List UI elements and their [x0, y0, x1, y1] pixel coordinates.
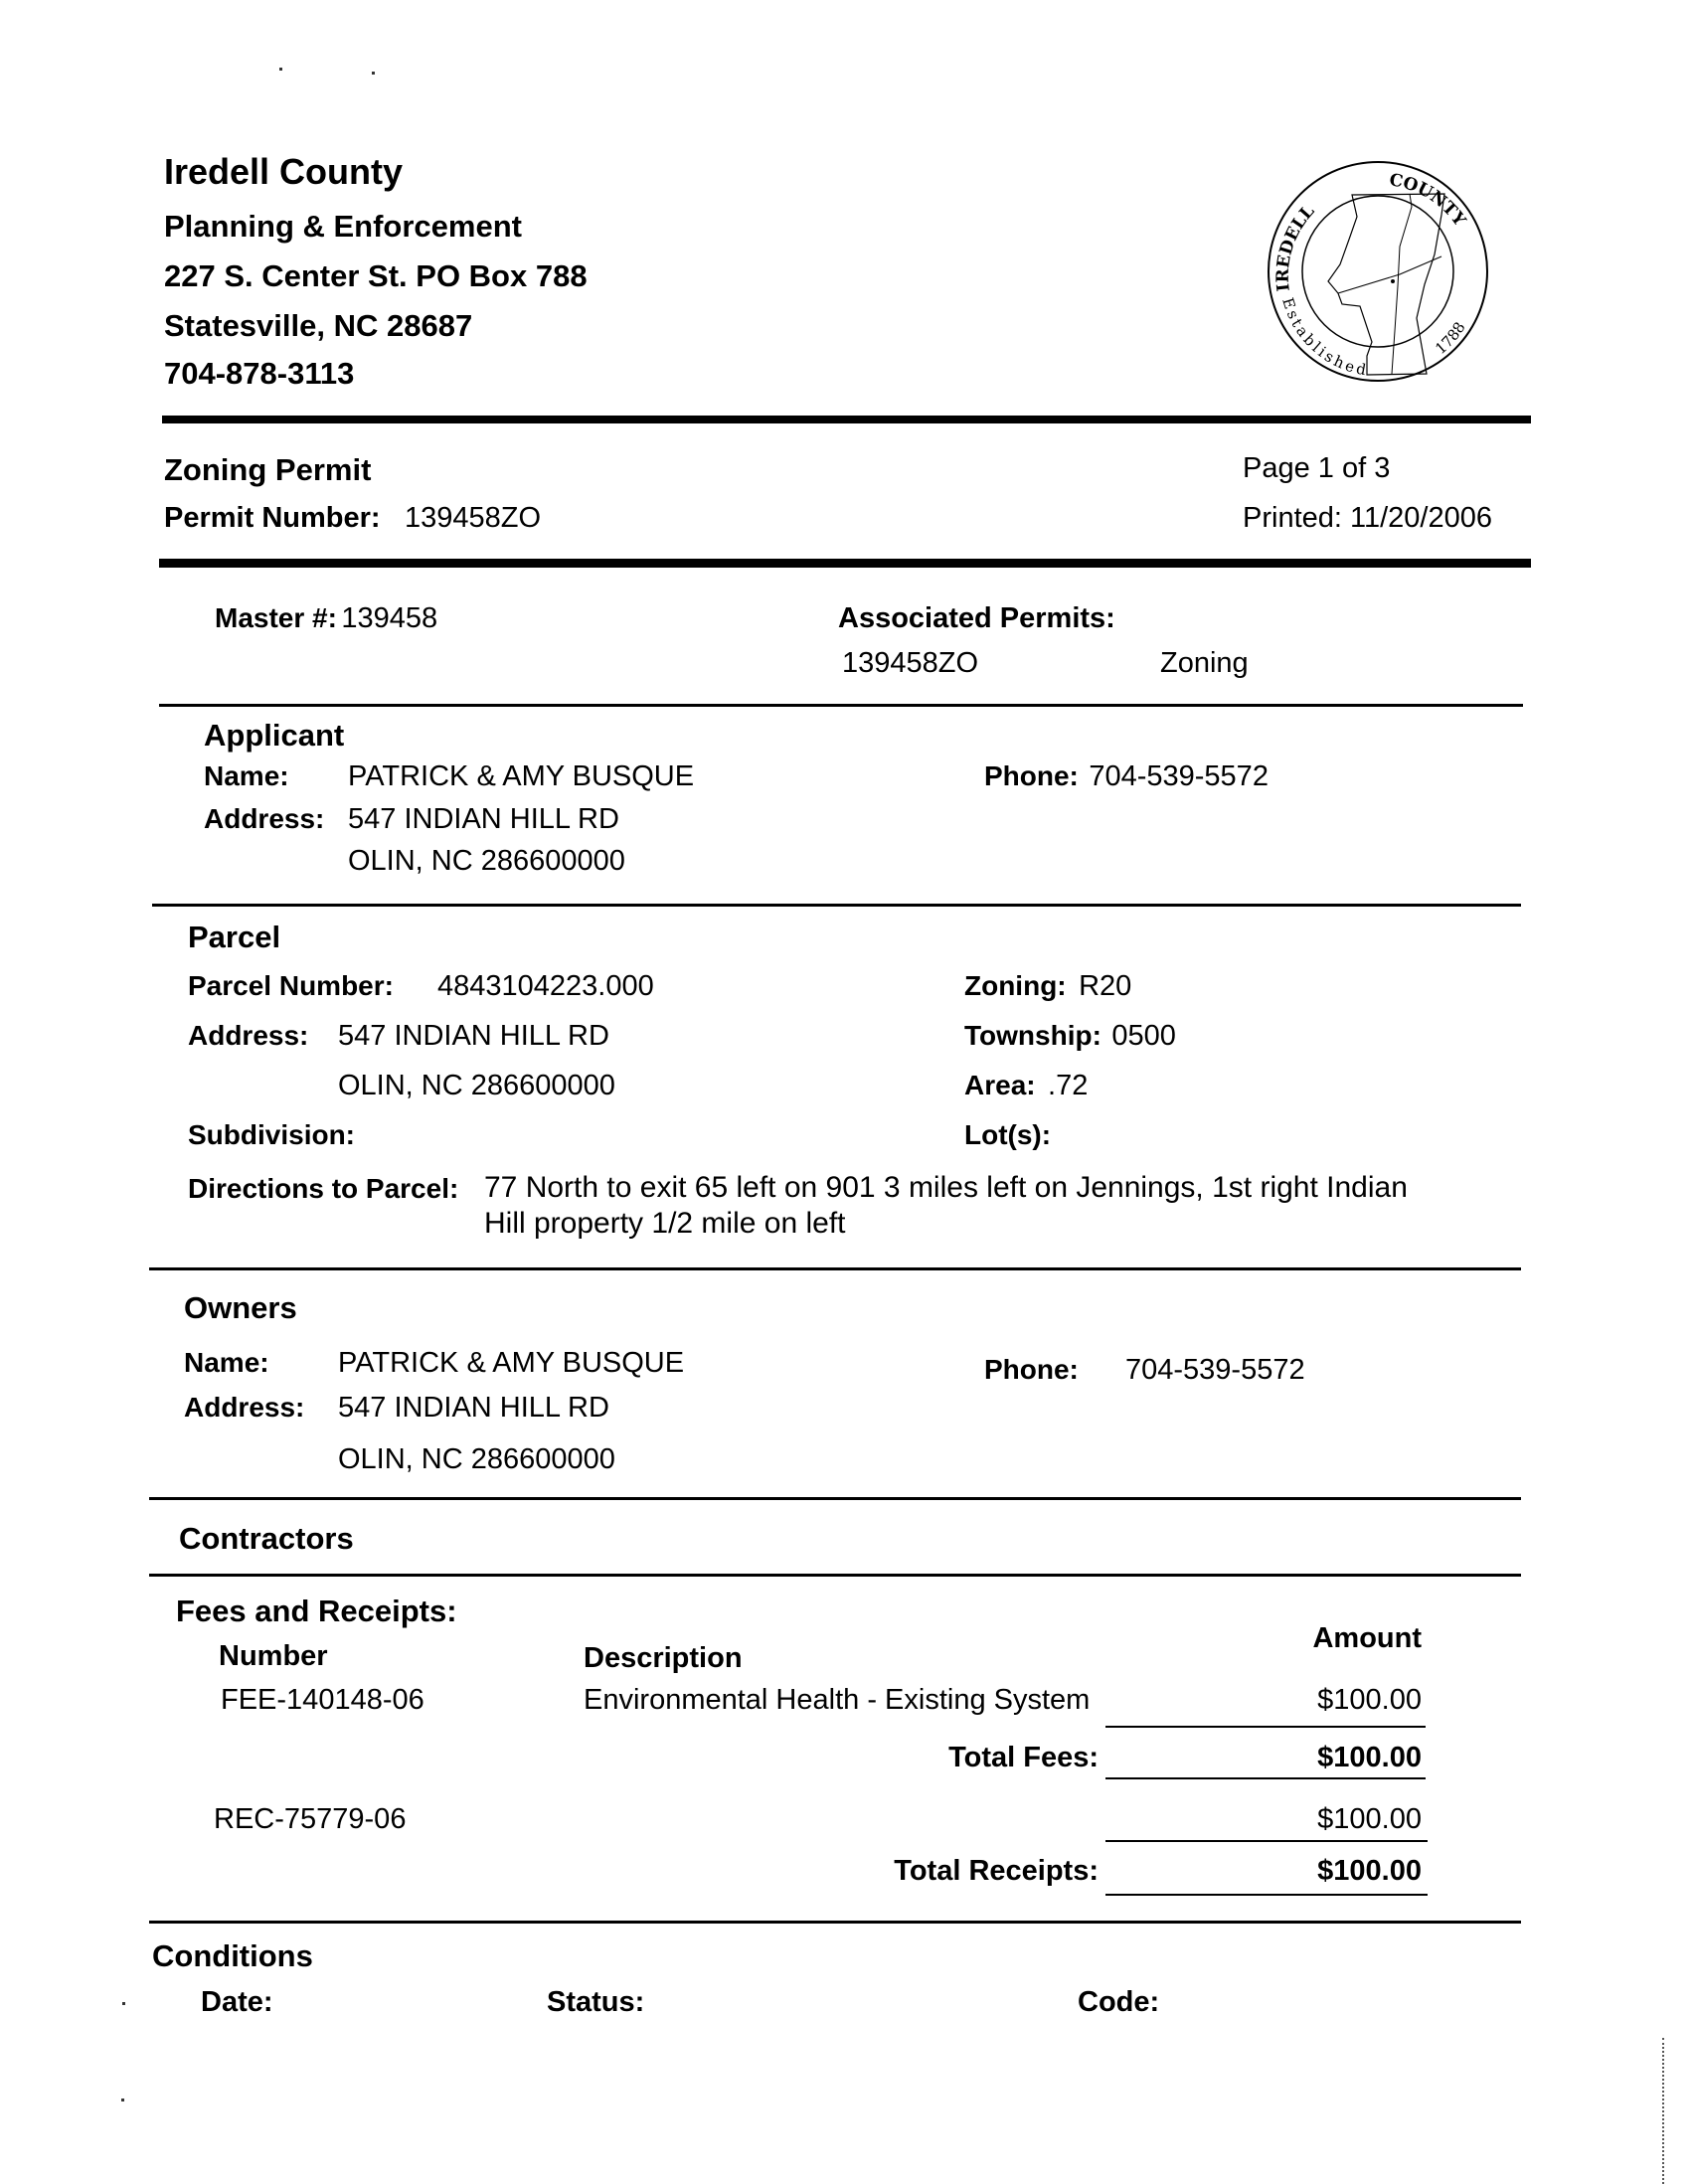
parcel-number-label: Parcel Number: [188, 970, 394, 1001]
directions-line2: Hill property 1/2 mile on left [484, 1207, 846, 1240]
permit-title: Zoning Permit [164, 452, 372, 487]
org-city-state-zip: Statesville, NC 28687 [164, 308, 473, 343]
svg-text:Established: Established [1278, 295, 1371, 380]
total-receipts-label: Total Receipts: [894, 1855, 1099, 1887]
permit-number-row [164, 502, 541, 535]
owner-address-line1: 547 INDIAN HILL RD [338, 1392, 609, 1424]
applicant-name-label: Name: [204, 760, 289, 791]
total-fees-rule-top [1105, 1726, 1426, 1728]
conditions-code-label: Code: [1078, 1986, 1160, 2018]
permit-number-label: Permit Number: [164, 502, 381, 534]
org-name: Iredell County [164, 151, 404, 192]
associated-permit-number: 139458ZO [842, 647, 979, 679]
section-divider [159, 704, 1523, 707]
applicant-name: PATRICK & AMY BUSQUE [348, 760, 695, 792]
owners-section-title: Owners [184, 1290, 297, 1325]
total-fees-value: $100.00 [1317, 1742, 1422, 1773]
lots-row [964, 1119, 1059, 1152]
conditions-status-label: Status: [547, 1986, 645, 2018]
zoning-label: Zoning: [964, 970, 1067, 1001]
parcel-address-label: Address: [188, 1020, 309, 1051]
area-row [964, 1070, 1088, 1102]
department-name: Planning & Enforcement [164, 209, 522, 244]
parcel-section-title: Parcel [188, 920, 281, 954]
receipt-number: REC-75779-06 [214, 1803, 407, 1835]
scan-speck [122, 2002, 125, 2005]
master-number-value: 139458 [341, 602, 438, 634]
parcel-number: 4843104223.000 [437, 970, 654, 1002]
subdivision-label: Subdivision: [188, 1119, 355, 1150]
applicant-phone-label: Phone: [984, 760, 1079, 791]
fees-section-title: Fees and Receipts: [176, 1594, 457, 1628]
owner-address-label: Address: [184, 1392, 305, 1423]
parcel-address-line1: 547 INDIAN HILL RD [338, 1020, 609, 1052]
fee-description: Environmental Health - Existing System [584, 1684, 1091, 1716]
applicant-address-label: Address: [204, 803, 325, 834]
zoning-row [964, 970, 1131, 1003]
org-street: 227 S. Center St. PO Box 788 [164, 258, 588, 293]
directions-label: Directions to Parcel: [188, 1173, 459, 1204]
conditions-date-label: Date: [201, 1986, 273, 2018]
owner-phone-label: Phone: [984, 1354, 1079, 1385]
receipt-amount: $100.00 [1317, 1803, 1422, 1835]
total-receipts-value: $100.00 [1317, 1855, 1422, 1887]
total-receipts-rule-top [1105, 1840, 1428, 1842]
owner-address-line2: OLIN, NC 286600000 [338, 1443, 615, 1475]
permit-number-value: 139458ZO [405, 502, 542, 534]
section-divider [152, 904, 1521, 907]
applicant-phone: 704-539-5572 [1089, 760, 1269, 792]
parcel-address-line2: OLIN, NC 286600000 [338, 1070, 615, 1101]
page-indicator: Page 1 of 3 [1243, 452, 1391, 484]
total-fees-label: Total Fees: [948, 1742, 1099, 1773]
svg-text:IREDELL: IREDELL [1272, 201, 1319, 293]
conditions-section-title: Conditions [152, 1938, 313, 1973]
section-divider [149, 1497, 1521, 1500]
master-number-row [215, 602, 437, 635]
master-number-label: Master #: [215, 602, 337, 633]
total-receipts-rule-bottom [1105, 1894, 1428, 1896]
fee-amount: $100.00 [1317, 1684, 1422, 1716]
owner-phone: 704-539-5572 [1125, 1354, 1305, 1386]
township-value: 0500 [1111, 1020, 1176, 1052]
scan-speck [372, 72, 375, 75]
township-row [964, 1020, 1176, 1053]
header-divider-bottom [159, 559, 1531, 568]
area-value: .72 [1048, 1070, 1089, 1101]
total-fees-rule-bottom [1105, 1777, 1426, 1779]
applicant-address-line1: 547 INDIAN HILL RD [348, 803, 619, 835]
applicant-phone-row [984, 760, 1269, 793]
county-seal-icon [1251, 147, 1509, 396]
svg-text:1788: 1788 [1432, 318, 1469, 359]
fee-number: FEE-140148-06 [221, 1684, 424, 1716]
applicant-section-title: Applicant [204, 718, 345, 753]
associated-permits-label: Associated Permits: [838, 602, 1115, 634]
svg-text:COUNTY: COUNTY [1387, 170, 1469, 231]
fees-column-number: Number [219, 1640, 328, 1672]
fees-column-amount: Amount [1312, 1622, 1422, 1654]
section-divider [149, 1267, 1521, 1270]
zoning-value: R20 [1079, 970, 1132, 1002]
scan-speck [279, 68, 282, 71]
org-phone: 704-878-3113 [164, 356, 355, 391]
fees-column-description: Description [584, 1642, 743, 1674]
area-label: Area: [964, 1070, 1036, 1100]
contractors-section-title: Contractors [179, 1521, 354, 1556]
scan-edge-mark [1662, 2038, 1664, 2184]
header-divider-top [162, 416, 1531, 423]
owner-name-label: Name: [184, 1347, 269, 1378]
scan-speck [121, 2099, 124, 2101]
applicant-address-line2: OLIN, NC 286600000 [348, 845, 625, 877]
township-label: Township: [964, 1020, 1101, 1051]
directions-line1: 77 North to exit 65 left on 901 3 miles left on Jennings, 1st right Indian [484, 1171, 1408, 1204]
lots-label: Lot(s): [964, 1119, 1052, 1150]
printed-date: Printed: 11/20/2006 [1243, 502, 1492, 534]
section-divider [149, 1574, 1521, 1577]
owner-name: PATRICK & AMY BUSQUE [338, 1347, 685, 1379]
section-divider [149, 1921, 1521, 1924]
associated-permit-type: Zoning [1160, 647, 1249, 679]
